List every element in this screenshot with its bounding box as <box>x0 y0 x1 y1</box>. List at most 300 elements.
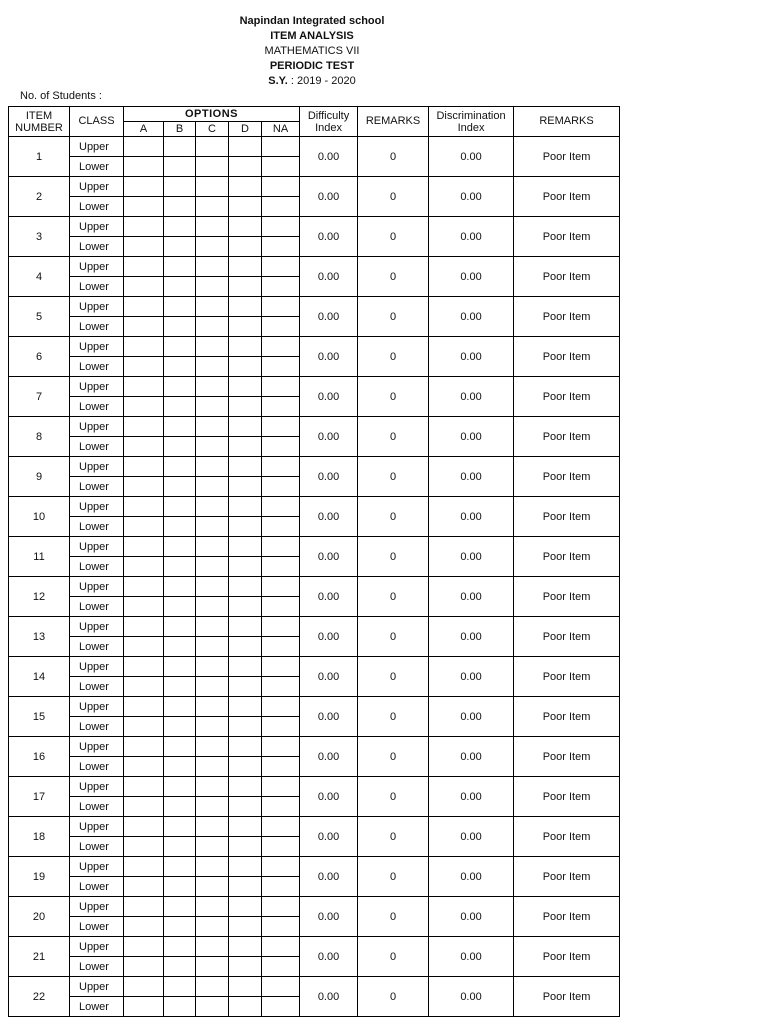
class-upper-cell: Upper <box>70 817 124 837</box>
header-difficulty-index: Difficulty Index <box>300 107 358 137</box>
option-cell[interactable] <box>229 497 262 517</box>
option-cell[interactable] <box>164 557 196 577</box>
option-cell[interactable] <box>229 517 262 537</box>
option-cell[interactable] <box>262 977 300 997</box>
option-cell[interactable] <box>196 217 229 237</box>
option-cell[interactable] <box>229 377 262 397</box>
option-cell[interactable] <box>164 477 196 497</box>
difficulty-index-cell: 0.00 <box>300 617 358 657</box>
option-cell[interactable] <box>124 837 164 857</box>
table-row <box>9 577 620 597</box>
class-upper-cell: Upper <box>70 657 124 677</box>
option-cell[interactable] <box>262 497 300 517</box>
option-cell[interactable] <box>262 237 300 257</box>
remarks-2-cell: Poor Item <box>514 177 620 217</box>
item-number-cell: 14 <box>9 657 70 697</box>
option-cell[interactable] <box>229 817 262 837</box>
option-cell[interactable] <box>196 577 229 597</box>
option-cell[interactable] <box>164 857 196 877</box>
item-number-cell: 20 <box>9 897 70 937</box>
school-year <box>0 74 624 89</box>
option-cell[interactable] <box>262 377 300 397</box>
option-cell[interactable] <box>196 677 229 697</box>
remarks-2-cell: Poor Item <box>514 977 620 1017</box>
option-cell[interactable] <box>229 397 262 417</box>
option-cell[interactable] <box>164 737 196 757</box>
class-upper-cell: Upper <box>70 457 124 477</box>
option-cell[interactable] <box>262 597 300 617</box>
option-cell[interactable] <box>124 297 164 317</box>
option-cell[interactable] <box>124 857 164 877</box>
option-cell[interactable] <box>229 997 262 1017</box>
option-cell[interactable] <box>262 697 300 717</box>
option-cell[interactable] <box>196 557 229 577</box>
option-cell[interactable] <box>262 177 300 197</box>
option-cell[interactable] <box>229 657 262 677</box>
header-remarks: REMARKS <box>358 107 429 137</box>
option-cell[interactable] <box>262 897 300 917</box>
option-cell[interactable] <box>262 797 300 817</box>
option-cell[interactable] <box>229 837 262 857</box>
option-cell[interactable] <box>229 937 262 957</box>
class-upper-cell: Upper <box>70 377 124 397</box>
option-cell[interactable] <box>164 317 196 337</box>
option-cell[interactable] <box>164 577 196 597</box>
option-cell[interactable] <box>196 177 229 197</box>
option-cell[interactable] <box>124 797 164 817</box>
option-cell[interactable] <box>262 677 300 697</box>
remarks-cell: 0 <box>358 777 429 817</box>
remarks-cell: 0 <box>358 337 429 377</box>
option-cell[interactable] <box>229 177 262 197</box>
option-cell[interactable] <box>196 977 229 997</box>
discrimination-index-cell: 0.00 <box>429 497 514 537</box>
option-cell[interactable] <box>124 557 164 577</box>
school-name: Napindan Integrated school <box>239 15 385 27</box>
item-number-cell: 11 <box>9 537 70 577</box>
option-cell[interactable] <box>262 257 300 277</box>
option-cell[interactable] <box>229 277 262 297</box>
remarks-2-cell: Poor Item <box>514 297 620 337</box>
option-cell[interactable] <box>124 197 164 217</box>
header-option-na: NA <box>262 122 300 137</box>
option-cell[interactable] <box>124 677 164 697</box>
option-cell[interactable] <box>196 297 229 317</box>
remarks-2-cell: Poor Item <box>514 137 620 177</box>
option-cell[interactable] <box>196 757 229 777</box>
option-cell[interactable] <box>164 877 196 897</box>
difficulty-index-cell: 0.00 <box>300 737 358 777</box>
option-cell[interactable] <box>229 477 262 497</box>
option-cell[interactable] <box>196 897 229 917</box>
option-cell[interactable] <box>124 917 164 937</box>
option-cell[interactable] <box>164 677 196 697</box>
option-cell[interactable] <box>164 357 196 377</box>
option-cell[interactable] <box>164 397 196 417</box>
option-cell[interactable] <box>164 717 196 737</box>
option-cell[interactable] <box>124 597 164 617</box>
option-cell[interactable] <box>262 517 300 537</box>
class-upper-cell: Upper <box>70 497 124 517</box>
option-cell[interactable] <box>196 517 229 537</box>
difficulty-index-cell: 0.00 <box>300 897 358 937</box>
option-cell[interactable] <box>124 697 164 717</box>
option-cell[interactable] <box>262 617 300 637</box>
option-cell[interactable] <box>124 517 164 537</box>
option-cell[interactable] <box>196 717 229 737</box>
option-cell[interactable] <box>262 937 300 957</box>
header-option-a: A <box>124 122 164 137</box>
item-number-cell: 9 <box>9 457 70 497</box>
option-cell[interactable] <box>164 417 196 437</box>
option-cell[interactable] <box>124 277 164 297</box>
option-cell[interactable] <box>124 237 164 257</box>
option-cell[interactable] <box>196 817 229 837</box>
option-cell[interactable] <box>229 137 262 157</box>
remarks-2-cell: Poor Item <box>514 697 620 737</box>
option-cell[interactable] <box>164 657 196 677</box>
remarks-cell: 0 <box>358 977 429 1017</box>
option-cell[interactable] <box>229 457 262 477</box>
option-cell[interactable] <box>196 937 229 957</box>
discrimination-index-cell: 0.00 <box>429 697 514 737</box>
option-cell[interactable] <box>164 617 196 637</box>
option-cell[interactable] <box>124 377 164 397</box>
option-cell[interactable] <box>164 817 196 837</box>
option-cell[interactable] <box>124 757 164 777</box>
item-number-cell: 4 <box>9 257 70 297</box>
option-cell[interactable] <box>164 497 196 517</box>
item-number-cell: 21 <box>9 937 70 977</box>
table-body <box>9 137 620 1017</box>
remarks-cell: 0 <box>358 617 429 657</box>
option-cell[interactable] <box>164 797 196 817</box>
option-cell[interactable] <box>124 957 164 977</box>
option-cell[interactable] <box>229 577 262 597</box>
option-cell[interactable] <box>196 277 229 297</box>
option-cell[interactable] <box>124 217 164 237</box>
class-upper-cell: Upper <box>70 137 124 157</box>
remarks-cell: 0 <box>358 817 429 857</box>
class-lower-cell: Lower <box>70 797 124 817</box>
item-number-cell: 6 <box>9 337 70 377</box>
option-cell[interactable] <box>196 597 229 617</box>
option-cell[interactable] <box>262 657 300 677</box>
class-lower-cell: Lower <box>70 397 124 417</box>
option-cell[interactable] <box>262 757 300 777</box>
option-cell[interactable] <box>124 977 164 997</box>
option-cell[interactable] <box>229 437 262 457</box>
option-cell[interactable] <box>124 577 164 597</box>
option-cell[interactable] <box>229 637 262 657</box>
difficulty-index-cell: 0.00 <box>300 257 358 297</box>
option-cell[interactable] <box>196 157 229 177</box>
option-cell[interactable] <box>196 617 229 637</box>
option-cell[interactable] <box>196 137 229 157</box>
option-cell[interactable] <box>164 637 196 657</box>
option-cell[interactable] <box>164 337 196 357</box>
option-cell[interactable] <box>229 697 262 717</box>
option-cell[interactable] <box>164 137 196 157</box>
item-number-cell: 18 <box>9 817 70 857</box>
class-lower-cell: Lower <box>70 717 124 737</box>
option-cell[interactable] <box>229 357 262 377</box>
difficulty-index-cell: 0.00 <box>300 537 358 577</box>
option-cell[interactable] <box>164 197 196 217</box>
option-cell[interactable] <box>124 537 164 557</box>
option-cell[interactable] <box>124 157 164 177</box>
option-cell[interactable] <box>229 977 262 997</box>
option-cell[interactable] <box>262 877 300 897</box>
option-cell[interactable] <box>164 217 196 237</box>
option-cell[interactable] <box>262 817 300 837</box>
option-cell[interactable] <box>262 197 300 217</box>
option-cell[interactable] <box>164 517 196 537</box>
option-cell[interactable] <box>229 617 262 637</box>
option-cell[interactable] <box>164 937 196 957</box>
option-cell[interactable] <box>196 437 229 457</box>
option-cell[interactable] <box>196 197 229 217</box>
option-cell[interactable] <box>262 997 300 1017</box>
option-cell[interactable] <box>164 377 196 397</box>
subject: MATHEMATICS VII <box>264 45 360 57</box>
option-cell[interactable] <box>164 777 196 797</box>
option-cell[interactable] <box>229 417 262 437</box>
option-cell[interactable] <box>164 997 196 1017</box>
option-cell[interactable] <box>124 477 164 497</box>
option-cell[interactable] <box>196 737 229 757</box>
option-cell[interactable] <box>164 917 196 937</box>
option-cell[interactable] <box>196 797 229 817</box>
option-cell[interactable] <box>229 537 262 557</box>
option-cell[interactable] <box>196 917 229 937</box>
option-cell[interactable] <box>124 897 164 917</box>
discrimination-index-cell: 0.00 <box>429 457 514 497</box>
class-upper-cell: Upper <box>70 697 124 717</box>
option-cell[interactable] <box>124 317 164 337</box>
remarks-cell: 0 <box>358 257 429 297</box>
option-cell[interactable] <box>164 957 196 977</box>
option-cell[interactable] <box>196 457 229 477</box>
option-cell[interactable] <box>196 237 229 257</box>
option-cell[interactable] <box>124 937 164 957</box>
option-cell[interactable] <box>262 777 300 797</box>
option-cell[interactable] <box>229 157 262 177</box>
option-cell[interactable] <box>164 597 196 617</box>
option-cell[interactable] <box>164 457 196 477</box>
table-row <box>9 657 620 677</box>
option-cell[interactable] <box>229 757 262 777</box>
item-number-cell: 2 <box>9 177 70 217</box>
table-row <box>9 897 620 917</box>
option-cell[interactable] <box>164 257 196 277</box>
option-cell[interactable] <box>229 857 262 877</box>
class-lower-cell: Lower <box>70 237 124 257</box>
remarks-2-cell: Poor Item <box>514 657 620 697</box>
option-cell[interactable] <box>124 777 164 797</box>
option-cell[interactable] <box>262 957 300 977</box>
option-cell[interactable] <box>262 297 300 317</box>
remarks-2-cell: Poor Item <box>514 577 620 617</box>
option-cell[interactable] <box>124 257 164 277</box>
option-cell[interactable] <box>229 797 262 817</box>
remarks-cell: 0 <box>358 417 429 457</box>
option-cell[interactable] <box>262 317 300 337</box>
option-cell[interactable] <box>229 917 262 937</box>
option-cell[interactable] <box>196 257 229 277</box>
option-cell[interactable] <box>124 137 164 157</box>
option-cell[interactable] <box>164 837 196 857</box>
option-cell[interactable] <box>124 637 164 657</box>
option-cell[interactable] <box>196 397 229 417</box>
option-cell[interactable] <box>164 897 196 917</box>
difficulty-index-cell: 0.00 <box>300 777 358 817</box>
option-cell[interactable] <box>196 497 229 517</box>
option-cell[interactable] <box>124 997 164 1017</box>
option-cell[interactable] <box>124 877 164 897</box>
option-cell[interactable] <box>262 337 300 357</box>
option-cell[interactable] <box>196 697 229 717</box>
option-cell[interactable] <box>196 657 229 677</box>
option-cell[interactable] <box>196 957 229 977</box>
option-cell[interactable] <box>262 457 300 477</box>
header-discrimination-index: Discrimination Index <box>429 107 514 137</box>
option-cell[interactable] <box>164 977 196 997</box>
option-cell[interactable] <box>229 897 262 917</box>
table-row <box>9 777 620 797</box>
remarks-2-cell: Poor Item <box>514 497 620 537</box>
option-cell[interactable] <box>164 177 196 197</box>
option-cell[interactable] <box>196 537 229 557</box>
table-row <box>9 217 620 237</box>
option-cell[interactable] <box>164 757 196 777</box>
option-cell[interactable] <box>262 477 300 497</box>
remarks-2-cell: Poor Item <box>514 217 620 257</box>
option-cell[interactable] <box>229 197 262 217</box>
header-options: OPTIONS <box>124 107 300 122</box>
option-cell[interactable] <box>262 917 300 937</box>
option-cell[interactable] <box>124 657 164 677</box>
option-cell[interactable] <box>229 597 262 617</box>
option-cell[interactable] <box>229 737 262 757</box>
option-cell[interactable] <box>196 417 229 437</box>
option-cell[interactable] <box>229 217 262 237</box>
table-row <box>9 617 620 637</box>
item-number-cell: 16 <box>9 737 70 777</box>
option-cell[interactable] <box>229 717 262 737</box>
option-cell[interactable] <box>196 877 229 897</box>
option-cell[interactable] <box>196 637 229 657</box>
option-cell[interactable] <box>196 337 229 357</box>
discrimination-index-cell: 0.00 <box>429 217 514 257</box>
option-cell[interactable] <box>262 737 300 757</box>
option-cell[interactable] <box>164 277 196 297</box>
class-lower-cell: Lower <box>70 277 124 297</box>
option-cell[interactable] <box>124 737 164 757</box>
option-cell[interactable] <box>262 277 300 297</box>
remarks-2-cell: Poor Item <box>514 537 620 577</box>
discrimination-index-cell: 0.00 <box>429 937 514 977</box>
option-cell[interactable] <box>124 397 164 417</box>
table-row <box>9 697 620 717</box>
item-number-cell: 3 <box>9 217 70 257</box>
discrimination-index-cell: 0.00 <box>429 257 514 297</box>
option-cell[interactable] <box>262 437 300 457</box>
option-cell[interactable] <box>196 777 229 797</box>
class-upper-cell: Upper <box>70 217 124 237</box>
option-cell[interactable] <box>229 557 262 577</box>
difficulty-index-cell: 0.00 <box>300 297 358 337</box>
option-cell[interactable] <box>124 497 164 517</box>
option-cell[interactable] <box>262 837 300 857</box>
option-cell[interactable] <box>229 257 262 277</box>
table-row <box>9 857 620 877</box>
option-cell[interactable] <box>262 157 300 177</box>
option-cell[interactable] <box>164 297 196 317</box>
option-cell[interactable] <box>262 217 300 237</box>
option-cell[interactable] <box>229 777 262 797</box>
remarks-2-cell: Poor Item <box>514 337 620 377</box>
remarks-cell: 0 <box>358 217 429 257</box>
option-cell[interactable] <box>164 537 196 557</box>
option-cell[interactable] <box>262 577 300 597</box>
option-cell[interactable] <box>229 677 262 697</box>
remarks-cell: 0 <box>358 857 429 897</box>
option-cell[interactable] <box>124 817 164 837</box>
option-cell[interactable] <box>262 357 300 377</box>
option-cell[interactable] <box>229 237 262 257</box>
option-cell[interactable] <box>196 357 229 377</box>
item-number-cell: 5 <box>9 297 70 337</box>
option-cell[interactable] <box>124 457 164 477</box>
option-cell[interactable] <box>196 317 229 337</box>
option-cell[interactable] <box>262 417 300 437</box>
option-cell[interactable] <box>124 357 164 377</box>
option-cell[interactable] <box>262 397 300 417</box>
option-cell[interactable] <box>124 337 164 357</box>
option-cell[interactable] <box>124 617 164 637</box>
option-cell[interactable] <box>229 297 262 317</box>
option-cell[interactable] <box>262 137 300 157</box>
option-cell[interactable] <box>164 237 196 257</box>
option-cell[interactable] <box>196 857 229 877</box>
option-cell[interactable] <box>229 337 262 357</box>
option-cell[interactable] <box>124 177 164 197</box>
option-cell[interactable] <box>262 637 300 657</box>
option-cell[interactable] <box>164 437 196 457</box>
remarks-cell: 0 <box>358 937 429 977</box>
option-cell[interactable] <box>196 377 229 397</box>
item-analysis-table-viewport[interactable] <box>8 106 620 1013</box>
option-cell[interactable] <box>124 417 164 437</box>
option-cell[interactable] <box>124 717 164 737</box>
option-cell[interactable] <box>196 997 229 1017</box>
option-cell[interactable] <box>262 537 300 557</box>
option-cell[interactable] <box>196 837 229 857</box>
option-cell[interactable] <box>164 157 196 177</box>
option-cell[interactable] <box>262 857 300 877</box>
option-cell[interactable] <box>229 957 262 977</box>
option-cell[interactable] <box>196 477 229 497</box>
option-cell[interactable] <box>229 877 262 897</box>
option-cell[interactable] <box>262 717 300 737</box>
discrimination-index-cell: 0.00 <box>429 177 514 217</box>
option-cell[interactable] <box>229 317 262 337</box>
option-cell[interactable] <box>262 557 300 577</box>
discrimination-index-cell: 0.00 <box>429 657 514 697</box>
option-cell[interactable] <box>124 437 164 457</box>
option-cell[interactable] <box>164 697 196 717</box>
